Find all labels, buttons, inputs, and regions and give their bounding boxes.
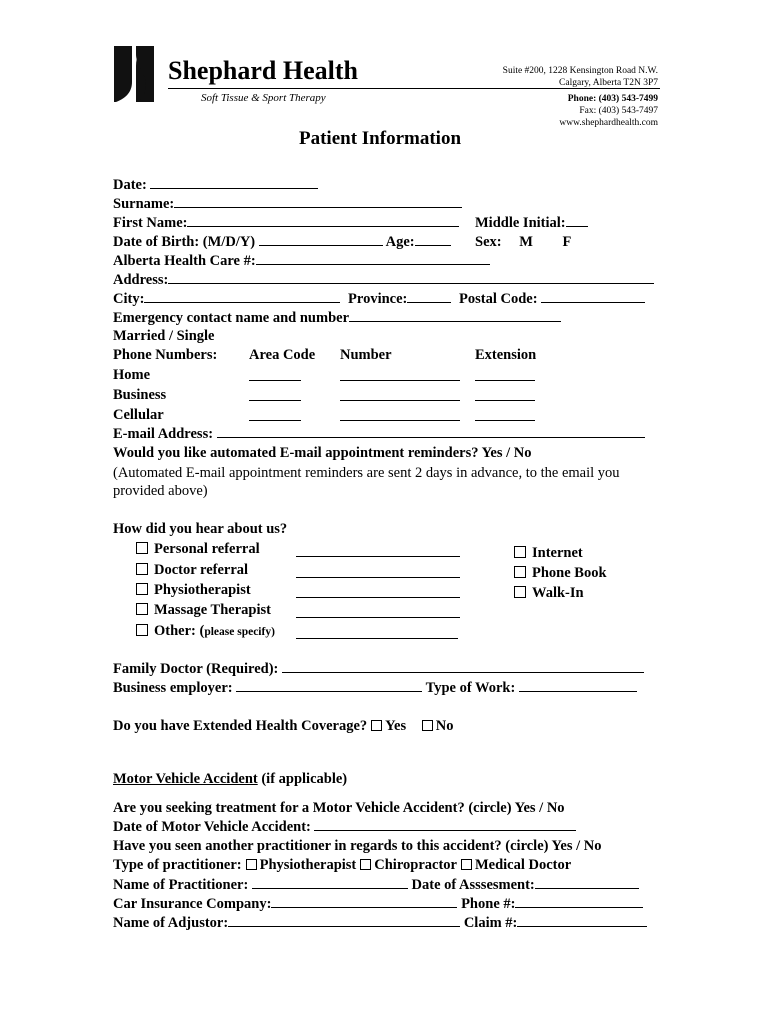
marital-status[interactable]: Married / Single xyxy=(113,328,215,344)
province-label: Province: xyxy=(348,291,408,307)
reminders-note-cont: provided above) xyxy=(113,483,208,499)
cellular-area-code-field[interactable] xyxy=(249,420,301,421)
mva-date-label: Date of Motor Vehicle Accident: xyxy=(113,819,311,835)
checkbox-icon[interactable] xyxy=(136,603,148,615)
city-field[interactable] xyxy=(144,301,340,303)
mva-heading-suffix: (if applicable) xyxy=(257,771,348,787)
area-code-heading: Area Code xyxy=(249,347,316,363)
address-label: Address: xyxy=(113,272,169,288)
header-address1: Suite #200, 1228 Kensington Road N.W. xyxy=(502,66,658,76)
sex-f-option[interactable]: F xyxy=(562,234,572,250)
coverage-question: Do you have Extended Health Coverage? xyxy=(113,718,368,734)
first-name-label: First Name: xyxy=(113,215,188,231)
company-tagline: Soft Tissue & Sport Therapy xyxy=(201,92,326,104)
date-row xyxy=(113,177,318,194)
checkbox-icon[interactable] xyxy=(136,563,148,575)
insurance-row xyxy=(113,896,643,913)
emergency-label: Emergency contact name and number xyxy=(113,310,350,326)
address-row xyxy=(113,272,654,289)
practitioner-type-option: Medical Doctor xyxy=(474,857,572,873)
coverage-row xyxy=(113,718,453,735)
sex-m-option[interactable]: M xyxy=(519,234,533,250)
practitioner-type-row xyxy=(113,857,571,874)
first-name-field[interactable] xyxy=(187,225,459,227)
postal-code-label: Postal Code: xyxy=(459,291,538,307)
referral-question: How did you hear about us? xyxy=(113,521,288,537)
email-label: E-mail Address: xyxy=(113,426,214,442)
home-number-field[interactable] xyxy=(340,380,460,381)
mva-question-2[interactable]: Have you seen another practitioner in regards to this accident? (circle) Yes / No xyxy=(113,838,602,854)
referral-option-label: Walk-In xyxy=(532,585,584,601)
mva-date-row xyxy=(113,819,576,836)
employer-label: Business employer: xyxy=(113,680,233,696)
surname-field[interactable] xyxy=(174,206,462,208)
middle-initial-label: Middle Initial: xyxy=(475,215,566,231)
checkbox-icon[interactable] xyxy=(136,542,148,554)
date-label: Date: xyxy=(113,177,147,193)
company-logo xyxy=(112,44,156,104)
age-field[interactable] xyxy=(415,244,451,246)
phone-heading: Phone Numbers: xyxy=(113,347,218,363)
date-field[interactable] xyxy=(150,187,318,189)
referral-option-label: Massage Therapist xyxy=(154,602,271,618)
business-number-field[interactable] xyxy=(340,400,460,401)
phone-row-label: Business xyxy=(113,387,167,403)
age-label: Age: xyxy=(385,234,415,250)
health-care-field[interactable] xyxy=(256,263,490,265)
middle-initial-row xyxy=(475,215,588,232)
surname-row xyxy=(113,196,462,213)
first-name-row xyxy=(113,215,459,232)
checkbox-icon[interactable] xyxy=(514,546,526,558)
checkbox-icon[interactable] xyxy=(461,859,472,870)
email-row xyxy=(113,426,645,443)
header-fax: Fax: (403) 543-7497 xyxy=(579,106,658,116)
employer-row xyxy=(113,680,637,697)
province-field[interactable] xyxy=(407,301,451,303)
mva-heading-row xyxy=(113,771,347,788)
sex-label: Sex: xyxy=(475,234,502,250)
header-address2: Calgary, Alberta T2N 3P7 xyxy=(559,78,658,88)
referral-option[interactable] xyxy=(514,565,607,582)
insurance-field[interactable] xyxy=(271,906,457,908)
checkbox-icon[interactable] xyxy=(246,859,257,870)
practitioner-type-option: Physiotherapist xyxy=(259,857,357,873)
phone-row-label: Home xyxy=(113,367,151,383)
surname-label: Surname: xyxy=(113,196,175,212)
practitioner-field[interactable] xyxy=(252,887,408,889)
practitioner-type-option: Chiropractor xyxy=(374,857,457,873)
referral-option[interactable] xyxy=(136,541,260,558)
checkbox-icon[interactable] xyxy=(136,624,148,636)
dob-row xyxy=(113,234,451,251)
cellular-number-field[interactable] xyxy=(340,420,460,421)
referral-option-label: Phone Book xyxy=(532,565,607,581)
checkbox-icon[interactable] xyxy=(360,859,371,870)
city-row xyxy=(113,291,645,308)
practitioner-type-label: Type of practitioner: xyxy=(113,857,242,873)
coverage-yes-checkbox[interactable] xyxy=(371,720,382,731)
address-field[interactable] xyxy=(168,282,654,284)
physiotherapist-field[interactable] xyxy=(296,597,460,598)
claim-label: Claim #: xyxy=(463,915,518,931)
referral-option-label: Physiotherapist xyxy=(154,582,251,598)
referral-option[interactable] xyxy=(136,562,248,579)
referral-option[interactable] xyxy=(136,602,271,619)
referral-option-label: Personal referral xyxy=(154,541,260,557)
cellular-extension-field[interactable] xyxy=(475,420,535,421)
header-rule xyxy=(168,88,660,89)
mva-date-field[interactable] xyxy=(314,829,576,831)
business-area-code-field[interactable] xyxy=(249,400,301,401)
referral-option-label: Doctor referral xyxy=(154,562,249,578)
health-care-label: Alberta Health Care #: xyxy=(113,253,256,269)
work-type-field[interactable] xyxy=(519,690,637,692)
coverage-no-label: No xyxy=(435,718,454,734)
home-extension-field[interactable] xyxy=(475,380,535,381)
insurance-label: Car Insurance Company: xyxy=(113,896,272,912)
dob-label: Date of Birth: (M/D/Y) xyxy=(113,234,256,250)
page-title: Patient Information xyxy=(299,128,462,149)
emergency-field[interactable] xyxy=(349,320,561,322)
emergency-row xyxy=(113,310,561,327)
massage-therapist-field[interactable] xyxy=(296,617,460,618)
email-field[interactable] xyxy=(217,436,645,438)
other-label: Other: ( xyxy=(154,623,205,639)
assessment-field[interactable] xyxy=(535,887,639,889)
header-phone: Phone: (403) 543-7499 xyxy=(567,94,658,104)
personal-referral-field[interactable] xyxy=(296,556,460,557)
referral-option-label: Internet xyxy=(532,545,583,561)
mva-phone-field[interactable] xyxy=(515,906,643,908)
phone-row-label: Cellular xyxy=(113,407,164,423)
reminders-question[interactable]: Would you like automated E-mail appointment reminders? Yes / No xyxy=(113,445,532,461)
reminders-note: (Automated E-mail appointment reminders are sent 2 days in advance, to the email you xyxy=(113,465,620,481)
referral-option-other[interactable] xyxy=(136,623,275,640)
mva-heading: Motor Vehicle Accident xyxy=(113,771,258,787)
assessment-label: Date of Asssesment: xyxy=(411,877,535,893)
family-doctor-field[interactable] xyxy=(282,671,644,673)
header-web: www.shephardhealth.com xyxy=(559,118,658,128)
mva-question-1[interactable]: Are you seeking treatment for a Motor Vehicle Accident? (circle) Yes / No xyxy=(113,800,565,816)
postal-code-field[interactable] xyxy=(541,301,645,303)
referral-option[interactable] xyxy=(514,545,583,562)
referral-option[interactable] xyxy=(136,582,251,599)
checkbox-icon[interactable] xyxy=(136,583,148,595)
other-field[interactable] xyxy=(296,638,458,639)
referral-option[interactable] xyxy=(514,585,584,602)
health-care-row xyxy=(113,253,490,270)
company-name: Shephard Health xyxy=(168,56,358,85)
checkbox-icon[interactable] xyxy=(514,586,526,598)
family-doctor-row xyxy=(113,661,644,678)
extension-heading: Extension xyxy=(475,347,537,363)
dob-field[interactable] xyxy=(259,244,383,246)
middle-initial-field[interactable] xyxy=(566,225,588,227)
claim-field[interactable] xyxy=(517,925,647,927)
mva-phone-label: Phone #: xyxy=(461,896,516,912)
adjustor-row xyxy=(113,915,647,932)
number-heading: Number xyxy=(340,347,392,363)
business-extension-field[interactable] xyxy=(475,400,535,401)
adjustor-field[interactable] xyxy=(228,925,460,927)
other-specify-label: please specify) xyxy=(204,626,275,638)
employer-field[interactable] xyxy=(236,690,422,692)
doctor-referral-field[interactable] xyxy=(296,577,460,578)
adjustor-label: Name of Adjustor: xyxy=(113,915,229,931)
city-label: City: xyxy=(113,291,145,307)
practitioner-label: Name of Practitioner: xyxy=(113,877,249,893)
home-area-code-field[interactable] xyxy=(249,380,301,381)
family-doctor-label: Family Doctor (Required): xyxy=(113,661,279,677)
checkbox-icon[interactable] xyxy=(514,566,526,578)
coverage-yes-label: Yes xyxy=(385,718,407,734)
coverage-no-checkbox[interactable] xyxy=(422,720,433,731)
sex-row xyxy=(475,234,571,251)
practitioner-row xyxy=(113,877,639,894)
work-type-label: Type of Work: xyxy=(425,680,516,696)
